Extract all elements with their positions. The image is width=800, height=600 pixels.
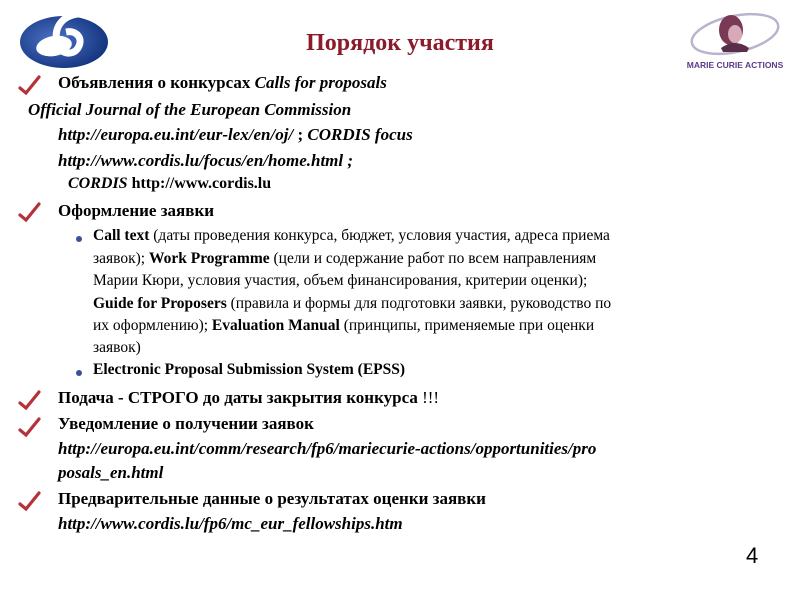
cordis-line [68,175,271,193]
item-application-heading: Оформление заявки [58,201,215,220]
application-sub-line: Guide for Proposers (правила и формы для подготовки заявки, руководство по [93,295,612,312]
cordis-focus-url-link[interactable]: http://www.cordis.lu/focus/en/home.html ; [58,151,354,170]
submission-text: Подача - СТРОГО до даты закрытия конкурса [58,388,423,407]
cordis-label: CORDIS [68,175,128,192]
oj-line: Official Journal of the European Commission [28,100,352,119]
oj-url-link[interactable]: http://europa.eu.int/eur-lex/en/oj/ [58,125,294,144]
item-notification-heading: Уведомление о получении заявок [58,414,314,433]
cordis-focus-label: CORDIS focus [307,125,413,144]
application-sub-line: Марии Кюри, условия участия, объем финансирования, критерии оценки); [93,272,588,289]
epss-line: Electronic Proposal Submission System (EPSS) [93,361,406,378]
application-sub-line: заявок); Work Programme (цели и содержание работ по всем направлениям [93,250,597,267]
page-number: 4 [746,543,759,568]
cordis-url-link[interactable]: http://www.cordis.lu [127,175,272,192]
application-sub-line: Call text (даты проведения конкурса, бюджет, условия участия, адреса приема [93,227,610,244]
calls-heading-text: Объявления о конкурсах [58,73,255,92]
oj-url-line [58,125,413,145]
checkmark-bullet-icon [17,74,42,99]
checkmark-bullet-icon [17,201,42,226]
sub-bullet-dot [76,236,82,242]
application-sub-line: их оформлению); Evaluation Manual (принципы, применяемые при оценки [93,317,595,334]
notification-url-link-cont[interactable]: posals_en.html [58,463,164,482]
results-url-link[interactable]: http://www.cordis.lu/fp6/mc_eur_fellowships.htm [58,514,403,533]
page-title: Порядок участия [306,30,494,56]
item-calls-heading [58,73,387,93]
marie-curie-label: MARIE CURIE ACTIONS [686,60,784,70]
checkmark-bullet-icon [17,490,42,515]
notification-url-link[interactable]: http://europa.eu.int/comm/research/fp6/mariecurie-actions/opportunities/pro [58,439,597,458]
calls-heading-italic: Calls for proposals [254,73,387,92]
submission-exclaim: !!! [422,388,440,407]
sub-bullet-dot [76,370,82,376]
application-sub-line: заявок) [93,339,141,356]
checkmark-bullet-icon [17,416,42,441]
item-submission-heading [58,388,439,408]
item-results-heading: Предварительные данные о результатах оценки заявки [58,489,486,508]
checkmark-bullet-icon [17,389,42,414]
separator: ; [293,125,308,144]
